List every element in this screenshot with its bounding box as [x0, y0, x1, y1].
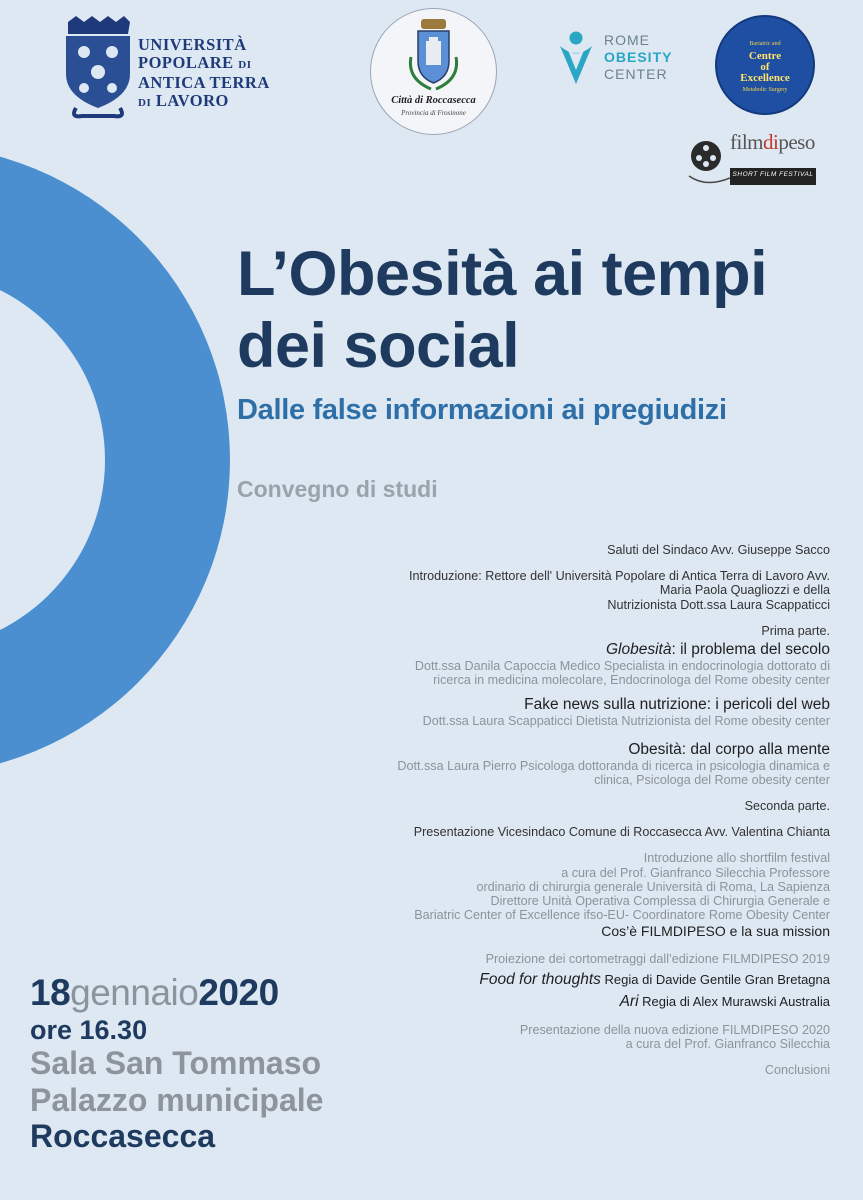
screening-line: Proiezione dei cortometraggi dall’edizione FILMDIPESO 2019 [485, 952, 830, 967]
shortfilm-introduction: Introduzione allo shortfilm festival a cura del Prof. Gianfranco Silecchia Professore ordinario di chirurgia generale Università di Roma, La Sapienza Direttore Unità Operativa Complessa di Chirurgia Generale e Bariatric Center of Excellence ifso-EU- Coordinatore Rome Obesity Center [414, 851, 830, 923]
part-one-heading: Prima parte. [761, 623, 830, 638]
rome-obesity-center-logo [558, 30, 688, 86]
talk-1-speaker: Dott.ssa Danila Capoccia Medico Specialista in endocrinologia dottorato di ricerca in medicina molecolare, Endocrinologa del Rome obesity center [414, 659, 830, 688]
filmdipeso-wordmark: filmdipeso [730, 130, 815, 154]
university-name: UNIVERSITÀ POPOLARE DI ANTICA TERRA DI LAVORO [138, 35, 270, 110]
subtitle: Dalle false informazioni ai pregiudizi [237, 394, 727, 426]
conclusions: Conclusioni [764, 1063, 830, 1078]
city-name: Città di Roccasecca [391, 95, 476, 106]
venue-city: Roccasecca [30, 1118, 216, 1154]
centre-of-excellence-badge: Bariatric and Centre of Excellence Metabolic Surgery [715, 15, 815, 115]
badge-title: Centre of Excellence [740, 50, 790, 84]
talk-2-speaker: Dott.ssa Laura Scappaticci Dietista Nutrizionista del Rome obesity center [422, 714, 830, 729]
event-time: ore 16.30 [30, 1015, 148, 1045]
film-reel-icon [684, 128, 730, 192]
film-1: Food for thoughts Regia di Davide Gentile Gran Bretagna [479, 970, 830, 988]
welcome-line: Saluti del Sindaco Avv. Giuseppe Sacco [607, 543, 830, 557]
talk-1-title: Globesità: il problema del secolo [605, 641, 830, 659]
rome-obesity-center-name: ROME OBESITY CENTER [604, 32, 673, 82]
mission-line: Cos’è FILMDIPESO e la sua mission [601, 923, 830, 940]
program [330, 543, 830, 1077]
event-date: 18gennaio2020 [30, 972, 279, 1013]
venue-building: Palazzo municipale [30, 1082, 324, 1118]
main-title: L’Obesità ai tempi dei social [237, 239, 768, 381]
filmdipeso-logo [684, 128, 818, 192]
part-two-heading: Seconda parte. [744, 799, 830, 814]
university-logo [62, 14, 292, 119]
city-crest-icon [371, 9, 496, 99]
event-type: Convegno di studi [237, 476, 438, 502]
coat-of-arms-icon [62, 14, 134, 119]
talk-2-title: Fake news sulla nutrizione: i pericoli del web [524, 696, 830, 714]
city-seal-logo [370, 8, 497, 135]
talk-3-title: Obesità: dal corpo alla mente [628, 740, 830, 758]
city-province: Provincia di Frosinone [401, 109, 466, 117]
film-strip: SHORT FILM FESTIVAL [730, 168, 816, 185]
venue-room: Sala San Tommaso [30, 1045, 322, 1081]
new-edition: Presentazione della nuova edizione FILMDIPESO 2020 a cura del Prof. Gianfranco Silecchia [519, 1022, 830, 1051]
film-2: Ari Regia di Alex Murawski Australia [619, 992, 830, 1010]
talk-3-speaker: Dott.ssa Laura Pierro Psicologa dottoranda di ricerca in psicologia dinamica e clinica, Psicologa del Rome obesity center [397, 758, 830, 787]
vicesindaco-line: Presentazione Vicesindaco Comune di Roccasecca Avv. Valentina Chianta [413, 825, 830, 840]
introduction: Introduzione: Rettore dell' Università Popolare di Antica Terra di Lavoro Avv. Maria Paola Quagliozzi e della Nutrizionista Dott.ssa Laura Scappaticci [408, 569, 830, 612]
person-drop-icon [558, 30, 594, 86]
